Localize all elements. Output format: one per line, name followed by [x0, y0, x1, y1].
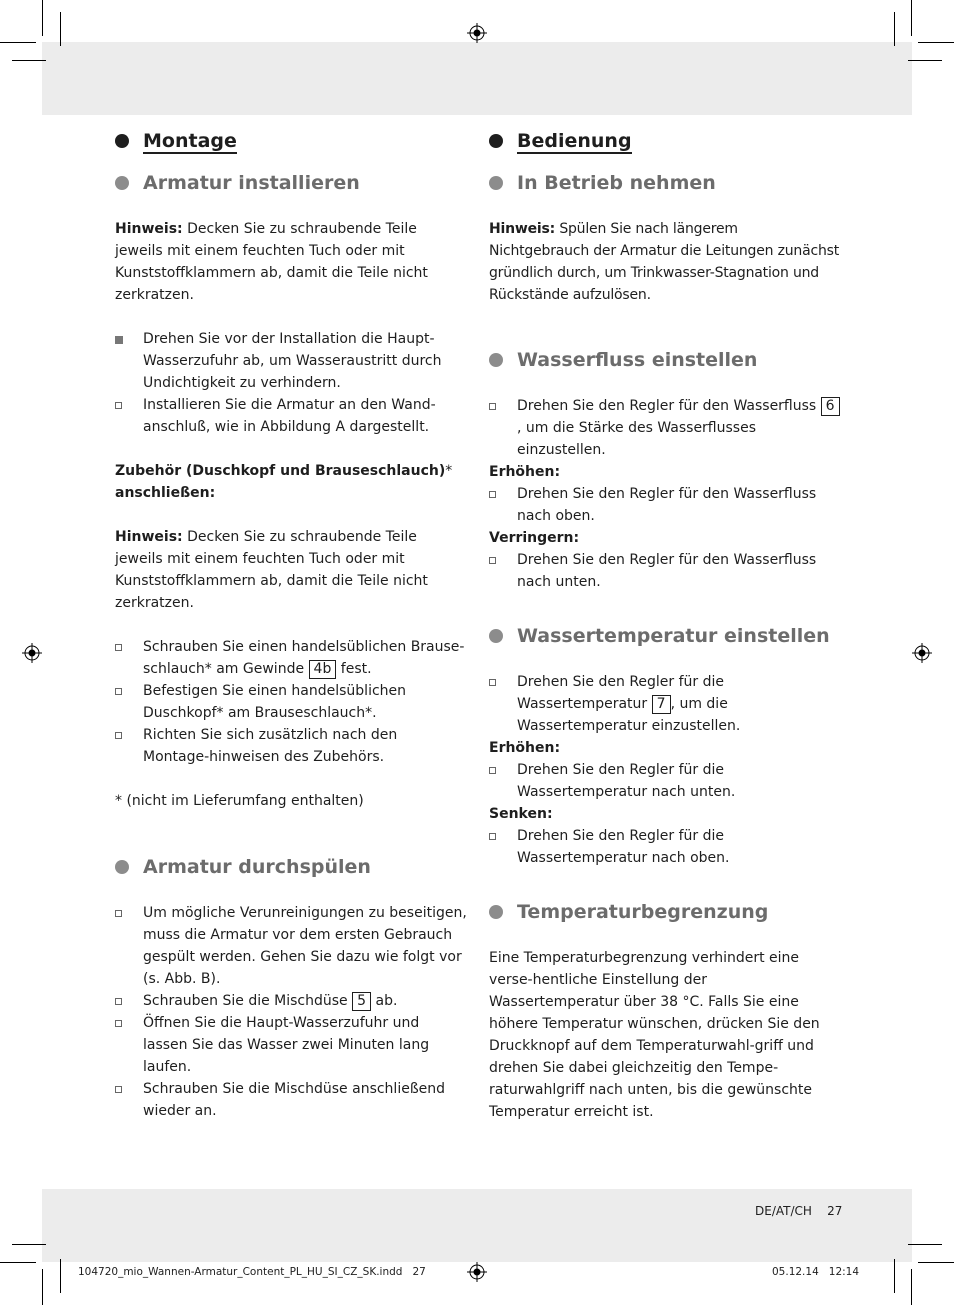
crop-mark — [911, 1269, 912, 1305]
crop-mark — [918, 1262, 954, 1263]
file-slug: 104720_mio_Wannen-Armatur_Content_PL_HU_SI_CZ_SK.indd 27 — [78, 1266, 426, 1278]
registration-mark-icon — [467, 1262, 487, 1282]
note-paragraph: Hinweis: Spülen Sie nach längerem Nichtgebrauch der Armatur die Leitungen zunächst gründlich durch, um Trinkwasser-Stagnation und Rückstände aufzulösen. — [489, 221, 839, 303]
checkbox-bullet-icon — [115, 402, 122, 409]
registration-mark-icon — [467, 23, 487, 43]
bullet-dot-icon — [115, 860, 129, 874]
list-item: Installieren Sie die Armatur an den Wand-anschluß, wie in Abbildung A dargestellt. — [115, 394, 467, 438]
crop-mark — [12, 1244, 46, 1245]
left-column — [115, 128, 467, 1122]
checkbox-bullet-icon — [489, 679, 496, 686]
checkbox-bullet-icon — [489, 833, 496, 840]
decrease-label: Verringern: — [489, 530, 580, 546]
crop-mark — [60, 1259, 61, 1293]
crop-mark — [0, 1262, 36, 1263]
header-band — [42, 42, 912, 115]
checkbox-bullet-icon — [115, 1086, 122, 1093]
print-date: 05.12.14 12:14 — [772, 1266, 860, 1278]
subheading-in-betrieb-nehmen: In Betrieb nehmen — [489, 170, 841, 196]
list-item: Schrauben Sie die Mischdüse anschließend wieder an. — [115, 1078, 467, 1122]
list-item: Befestigen Sie einen handelsüblichen Duschkopf* am Brauseschlauch*. — [115, 680, 467, 724]
subheading-armatur-installieren: Armatur installieren — [115, 170, 467, 196]
list-item: Drehen Sie den Regler für die Wassertemperatur nach unten. — [489, 759, 841, 803]
checkbox-bullet-icon — [489, 767, 496, 774]
increase-label: Erhöhen: — [489, 464, 561, 480]
section-heading-montage: Montage — [115, 128, 467, 154]
registration-mark-icon — [912, 643, 932, 663]
bullet-dot-icon — [489, 176, 503, 190]
lower-label: Senken: — [489, 806, 553, 822]
checkbox-bullet-icon — [489, 557, 496, 564]
bullet-dot-icon — [489, 134, 503, 148]
footnote: * (nicht im Lieferumfang enthalten) — [115, 793, 364, 809]
crop-mark — [0, 42, 36, 43]
crop-mark — [60, 12, 61, 46]
list-item: Schrauben Sie einen handelsüblichen Brause-schlauch* am Gewinde 4b fest. — [115, 636, 467, 680]
list-item: Drehen Sie vor der Installation die Haupt-Wasserzufuhr ab, um Wasseraustritt durch Undichtigkeit zu verhindern. — [115, 328, 467, 394]
crop-mark — [908, 1244, 942, 1245]
crop-mark — [12, 60, 46, 61]
crop-mark — [908, 60, 942, 61]
checkbox-bullet-icon — [115, 732, 122, 739]
list-item: Drehen Sie den Regler für den Wasserfluss nach oben. — [489, 483, 841, 527]
checkbox-bullet-icon — [115, 688, 122, 695]
subheading-wasserfluss-einstellen: Wasserfluss einstellen — [489, 347, 841, 373]
bullet-dot-icon — [489, 905, 503, 919]
section-heading-bedienung: Bedienung — [489, 128, 841, 154]
list-item: Richten Sie sich zusätzlich nach den Montage-hinweisen des Zubehörs. — [115, 724, 467, 768]
subheading-temperaturbegrenzung: Temperaturbegrenzung — [489, 899, 841, 925]
list-item: Drehen Sie den Regler für den Wasserfluss nach unten. — [489, 549, 841, 593]
part-number-box: 4b — [309, 660, 337, 679]
note-paragraph: Hinweis: Decken Sie zu schraubende Teile jeweils mit einem feuchten Tuch oder mit Kunststoffklammern ab, damit die Teile nicht zerkratzen. — [115, 221, 428, 303]
list-item: Öffnen Sie die Haupt-Wasserzufuhr und lassen Sie das Wasser zwei Minuten lang laufen. — [115, 1012, 467, 1078]
crop-mark — [42, 1269, 43, 1305]
list-item: Drehen Sie den Regler für die Wassertemperatur 7 , um die Wassertemperatur einzustellen. — [489, 671, 841, 737]
registration-mark-icon — [22, 643, 42, 663]
checkbox-bullet-icon — [115, 998, 122, 1005]
part-number-box: 6 — [821, 397, 840, 416]
checkbox-bullet-icon — [115, 644, 122, 651]
list-item: Drehen Sie den Regler für den Wasserfluss 6, um die Stärke des Wasserflusses einzustellen. — [489, 395, 841, 461]
bullet-dot-icon — [489, 629, 503, 643]
accessory-heading: Zubehör (Duschkopf und Brauseschlauch)* anschließen: — [115, 463, 453, 501]
increase-label: Erhöhen: — [489, 740, 561, 756]
footer-band — [42, 1189, 912, 1262]
subheading-armatur-durchspuelen: Armatur durchspülen — [115, 854, 467, 880]
list-item: Drehen Sie den Regler für die Wassertemperatur nach oben. — [489, 825, 841, 869]
page-number: DE/AT/CH 27 — [755, 1204, 843, 1218]
right-column — [489, 128, 841, 1145]
bullet-dot-icon — [115, 176, 129, 190]
checkbox-bullet-icon — [489, 491, 496, 498]
subheading-wassertemperatur-einstellen: Wassertemperatur einstellen — [489, 623, 841, 649]
checkbox-bullet-icon — [489, 403, 496, 410]
checkbox-bullet-icon — [115, 910, 122, 917]
crop-mark — [894, 12, 895, 46]
body-paragraph: Eine Temperaturbegrenzung verhindert eine verse-hentliche Einstellung der Wassertemperatur über 38 °C. Falls Sie eine höhere Temperatur wünschen, drücken Sie den Druckknopf auf dem Temperaturwahl-griff und drehen Sie dabei gleichzeitig den Tempe-raturwahlgriff nach unten, bis die gewünschte Temperatur erreicht ist. — [489, 950, 820, 1120]
part-number-box: 7 — [652, 695, 671, 714]
crop-mark — [911, 0, 912, 36]
checkbox-bullet-icon — [115, 1020, 122, 1027]
bullet-dot-icon — [115, 134, 129, 148]
note-paragraph: Hinweis: Decken Sie zu schraubende Teile jeweils mit einem feuchten Tuch oder mit Kunststoffklammern ab, damit die Teile nicht zerkratzen. — [115, 529, 428, 611]
crop-mark — [42, 0, 43, 36]
crop-mark — [918, 42, 954, 43]
crop-mark — [894, 1259, 895, 1293]
list-item: Schrauben Sie die Mischdüse 5 ab. — [115, 990, 467, 1012]
square-bullet-icon — [115, 336, 123, 344]
part-number-box: 5 — [352, 992, 371, 1011]
list-item: Um mögliche Verunreinigungen zu beseitigen, muss die Armatur vor dem ersten Gebrauch gespült werden. Gehen Sie dazu wie folgt vor (s. Abb. B). — [115, 902, 467, 990]
bullet-dot-icon — [489, 353, 503, 367]
